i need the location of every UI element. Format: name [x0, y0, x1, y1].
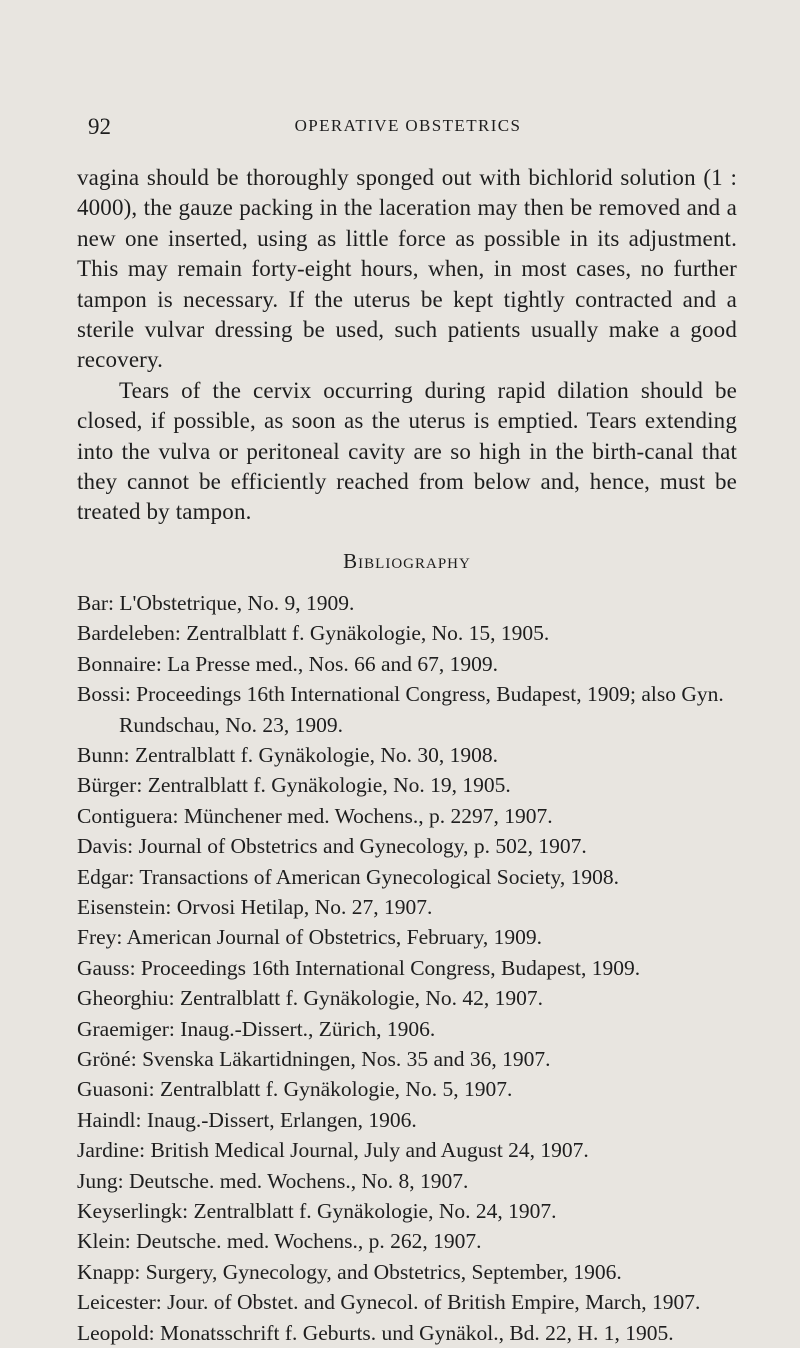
entry-citation: Deutsche. med. Wochens., No. 8, 1907. [128, 1168, 469, 1193]
bibliography-entry [77, 892, 737, 922]
bibliography-entry [77, 1105, 737, 1135]
entry-author: Klein : [77, 1229, 136, 1253]
bibliography-entry [77, 1226, 737, 1256]
entry-citation: Zentralblatt f. Gynäkologie, No. 42, 1907. [179, 986, 543, 1011]
bibliography-entry [77, 1287, 737, 1317]
entry-author: Davis : [77, 834, 139, 858]
entry-citation: British Medical Journal, July and August 24, 1907. [150, 1138, 589, 1163]
entry-author: Bar : [77, 591, 119, 615]
bibliography-entry [77, 618, 737, 648]
entry-citation: Zentralblatt f. Gynäkologie, No. 19, 1905. [147, 773, 511, 798]
page-header [88, 114, 728, 142]
entry-citation: Proceedings 16th International Congress, Budapest, 1909. [140, 955, 641, 980]
entry-author: Leicester : [77, 1290, 167, 1314]
entry-author: Edgar : [77, 865, 139, 889]
entry-citation: Zentralblatt f. Gynäkologie, No. 30, 1908. [134, 742, 498, 767]
entry-citation: Svenska Läkartidningen, Nos. 35 and 36, 1907. [142, 1046, 551, 1071]
entry-citation: Zentralblatt f. Gynäkologie, No. 24, 1907. [193, 1199, 557, 1223]
bibliography-entry [77, 1044, 737, 1074]
paragraph: Tears of the cervix occurring during rapid dilation should be closed, if possible, as soon as the uterus is emptied. Tears extending into the vulva or peritoneal cavity are so high in the birth-canal that they cannot be efficiently reached from below and, hence, must be treated by tampon. [77, 377, 737, 525]
entry-author: Bossi : [77, 682, 136, 706]
entry-author: Bürger : [77, 773, 148, 797]
bibliography-heading: Bibliography [343, 548, 471, 573]
bibliography-entry [77, 862, 737, 892]
entry-citation: Surgery, Gynecology, and Obstetrics, September, 1906. [145, 1259, 622, 1284]
entry-author: Bardeleben : [77, 621, 186, 645]
bibliography-entry [77, 1074, 737, 1104]
entry-citation: Orvosi Hetilap, No. 27, 1907. [176, 894, 433, 919]
page-body [77, 163, 737, 1348]
running-title: OPERATIVE OBSTETRICS [294, 116, 522, 135]
bibliography-entry [77, 983, 737, 1013]
entry-author: Leopold : [77, 1321, 160, 1345]
entry-citation: Zentralblatt f. Gynäkologie, No. 5, 1907. [160, 1077, 513, 1102]
entry-citation: Jour. of Obstet. and Gynecol. of British Empire, March, 1907. [167, 1290, 701, 1315]
entry-author: Jung : [77, 1169, 129, 1193]
entry-citation: Zentralblatt f. Gynäkologie, No. 15, 1905. [186, 621, 550, 646]
bibliography-entry [77, 801, 737, 831]
entry-author: Knapp : [77, 1260, 146, 1284]
entry-author: Jardine : [77, 1138, 150, 1162]
bibliography-entry [77, 922, 737, 952]
entry-citation: Journal of Obstetrics and Gynecology, p. 502, 1907. [138, 834, 587, 859]
bibliography-entry [77, 1318, 737, 1348]
entry-citation: Monatsschrift f. Geburts. und Gynäkol., Bd. 22, H. 1, 1905. [160, 1320, 674, 1345]
entry-citation: Proceedings 16th International Congress, Budapest, 1909; also Gyn. Rundschau, No. 23, 1909. [119, 682, 724, 737]
entry-author: Gröné : [77, 1047, 142, 1071]
entry-author: Gauss : [77, 956, 141, 980]
entry-author: Contiguera : [77, 804, 184, 828]
bibliography-entry [77, 953, 737, 983]
entry-author: Bunn : [77, 743, 135, 767]
entry-author: Haindl : [77, 1108, 147, 1132]
entry-citation: Inaug.-Dissert, Erlangen, 1906. [146, 1107, 417, 1132]
entry-citation: L'Obstetrique, No. 9, 1909. [119, 590, 355, 615]
bibliography-list [77, 588, 737, 1348]
entry-author: Graemiger : [77, 1017, 180, 1041]
entry-citation: American Journal of Obstetrics, February, 1909. [126, 925, 542, 950]
entry-author: Eisenstein : [77, 895, 177, 919]
entry-author: Keyserlingk : [77, 1199, 193, 1223]
bibliography-entry [77, 740, 737, 770]
entry-citation: Deutsche. med. Wochens., p. 262, 1907. [136, 1229, 482, 1254]
entry-citation: Inaug.-Dissert., Zürich, 1906. [180, 1016, 436, 1041]
entry-author: Frey : [77, 925, 127, 949]
bibliography-entry [77, 649, 737, 679]
entry-citation: Münchener med. Wochens., p. 2297, 1907. [183, 803, 553, 828]
bibliography-entry [77, 588, 737, 618]
bibliography-entry [77, 679, 737, 740]
bibliography-entry [77, 1166, 737, 1196]
bibliography-entry [77, 1257, 737, 1287]
bibliography-entry [77, 770, 737, 800]
paragraph: vagina should be thoroughly sponged out with bichlorid solution (1 : 4000), the gauze packing in the laceration may then be removed and a new one inserted, using as little force as possible in its adjustment. This may remain forty-eight hours, when, in most cases, no further tampon is necessary. If the uterus be kept tightly contracted and a sterile vulvar dressing be used, such patients usually make a good recovery. [77, 165, 737, 373]
bibliography-entry [77, 1196, 737, 1226]
bibliography-entry [77, 831, 737, 861]
page-number: 92 [88, 114, 111, 139]
entry-author: Guasoni : [77, 1077, 160, 1101]
entry-author: Gheorghiu : [77, 986, 180, 1010]
bibliography-entry [77, 1135, 737, 1165]
bibliography-entry [77, 1014, 737, 1044]
entry-author: Bonnaire : [77, 652, 167, 676]
entry-citation: Transactions of American Gynecological Society, 1908. [139, 864, 619, 889]
entry-citation: La Presse med., Nos. 66 and 67, 1909. [167, 651, 498, 676]
